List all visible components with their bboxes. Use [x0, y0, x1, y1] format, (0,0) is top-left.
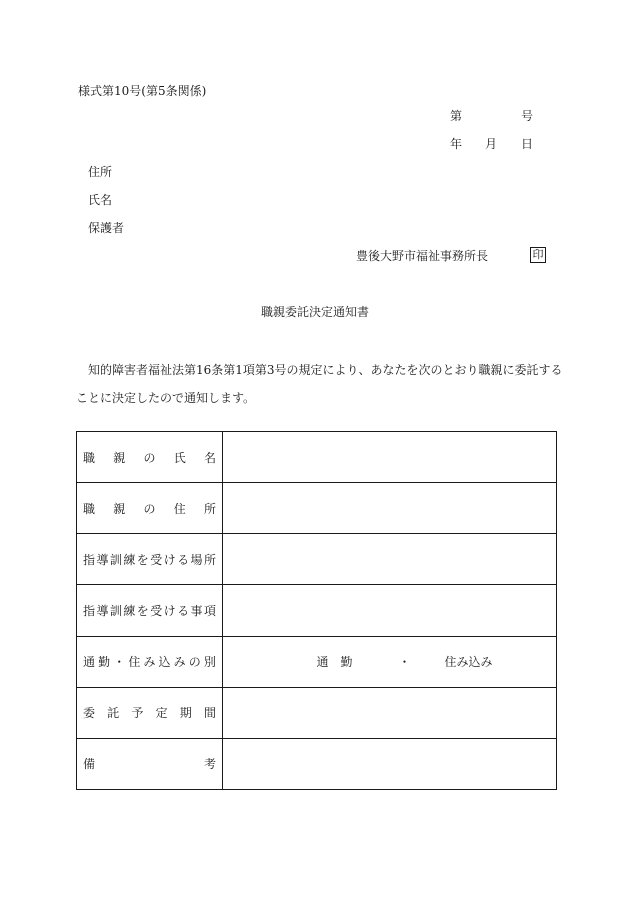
notice-details-table	[76, 431, 557, 790]
label-text	[83, 500, 216, 517]
label-char: を	[136, 552, 149, 567]
label-text	[83, 602, 216, 619]
table-row	[77, 585, 557, 636]
table-row	[77, 534, 557, 585]
form-number: 様式第10号(第5条関係)	[78, 84, 207, 98]
label-char: 項	[203, 603, 216, 618]
label-char: 別	[203, 655, 216, 670]
row-label	[77, 738, 223, 789]
label-char: 親	[113, 501, 126, 516]
label-char: 場	[190, 552, 203, 567]
label-char: け	[163, 552, 176, 567]
label-char: 定	[155, 706, 168, 721]
row-label	[77, 636, 223, 687]
date-month-label: 月	[485, 137, 498, 151]
label-char: 指	[83, 552, 96, 567]
row-value	[223, 687, 557, 738]
label-char: 訓	[109, 603, 122, 618]
label-char: 住	[128, 655, 141, 670]
label-char: 期	[179, 706, 192, 721]
document-title: 職親委託決定通知書	[260, 305, 369, 319]
table-row	[77, 687, 557, 738]
addressee-guardian-label: 保護者	[88, 221, 125, 235]
document-number-suffix: 号	[521, 109, 534, 123]
label-char: の	[143, 501, 156, 516]
label-char: 所	[203, 552, 216, 567]
label-char: 職	[83, 501, 96, 516]
label-char: 氏	[173, 450, 186, 465]
table-row	[77, 432, 557, 483]
date-year-label: 年	[450, 137, 463, 151]
row-value	[223, 585, 557, 636]
option-separator: ・	[398, 655, 411, 670]
addressee-name-label: 氏名	[88, 193, 113, 207]
label-char: 委	[83, 706, 96, 721]
row-label	[77, 432, 223, 483]
label-char: 事	[190, 603, 203, 618]
label-text	[83, 755, 216, 772]
body-text-line-1: 知的障害者福祉法第16条第1項第3号の規定により、あなたを次のとおり職親に委託する	[88, 363, 563, 377]
label-char: る	[177, 603, 190, 618]
addressee-address-label: 住所	[88, 165, 113, 179]
row-label	[77, 687, 223, 738]
label-text	[83, 551, 216, 568]
label-char: 導	[96, 603, 109, 618]
label-char: 通	[83, 655, 96, 670]
label-char: 訓	[109, 552, 122, 567]
label-char: み	[143, 655, 156, 670]
table-row	[77, 738, 557, 789]
label-char: 住	[173, 501, 186, 516]
document-number-prefix: 第	[450, 109, 463, 123]
table-row	[77, 636, 557, 687]
label-char: の	[143, 450, 156, 465]
label-char: 名	[203, 450, 216, 465]
label-char: ・	[113, 655, 126, 670]
label-char: 親	[113, 450, 126, 465]
label-char: 勤	[98, 655, 111, 670]
label-char: 予	[131, 706, 144, 721]
table-row	[77, 483, 557, 534]
row-value	[223, 534, 557, 585]
commute-option: 通 勤	[316, 655, 353, 670]
label-char: け	[163, 603, 176, 618]
row-label	[77, 585, 223, 636]
date-day-label: 日	[521, 137, 534, 151]
row-label	[77, 483, 223, 534]
row-value	[223, 636, 557, 687]
seal-mark: 印	[530, 247, 546, 263]
commute-options	[223, 653, 556, 670]
label-text	[83, 704, 216, 721]
label-char: 受	[150, 603, 163, 618]
label-char: み	[173, 655, 186, 670]
label-char: る	[177, 552, 190, 567]
label-char: 託	[107, 706, 120, 721]
row-value	[223, 432, 557, 483]
row-value	[223, 483, 557, 534]
label-char: 備	[83, 757, 96, 772]
live-in-option: 住み込み	[444, 655, 493, 670]
label-text	[83, 653, 216, 670]
label-char: 職	[83, 450, 96, 465]
label-char: の	[188, 655, 201, 670]
row-label	[77, 534, 223, 585]
label-char: 間	[203, 706, 216, 721]
label-char: 所	[203, 501, 216, 516]
label-char: を	[136, 603, 149, 618]
label-char: 受	[150, 552, 163, 567]
sender-title: 豊後大野市福祉事務所長	[356, 249, 489, 263]
label-char: 導	[96, 552, 109, 567]
label-char: 考	[203, 757, 216, 772]
label-char: 指	[83, 603, 96, 618]
label-char: 練	[123, 552, 136, 567]
label-char: 込	[158, 655, 171, 670]
label-text	[83, 449, 216, 466]
body-text-line-2: ことに決定したので通知します。	[76, 391, 256, 405]
label-char: 練	[123, 603, 136, 618]
row-value	[223, 738, 557, 789]
